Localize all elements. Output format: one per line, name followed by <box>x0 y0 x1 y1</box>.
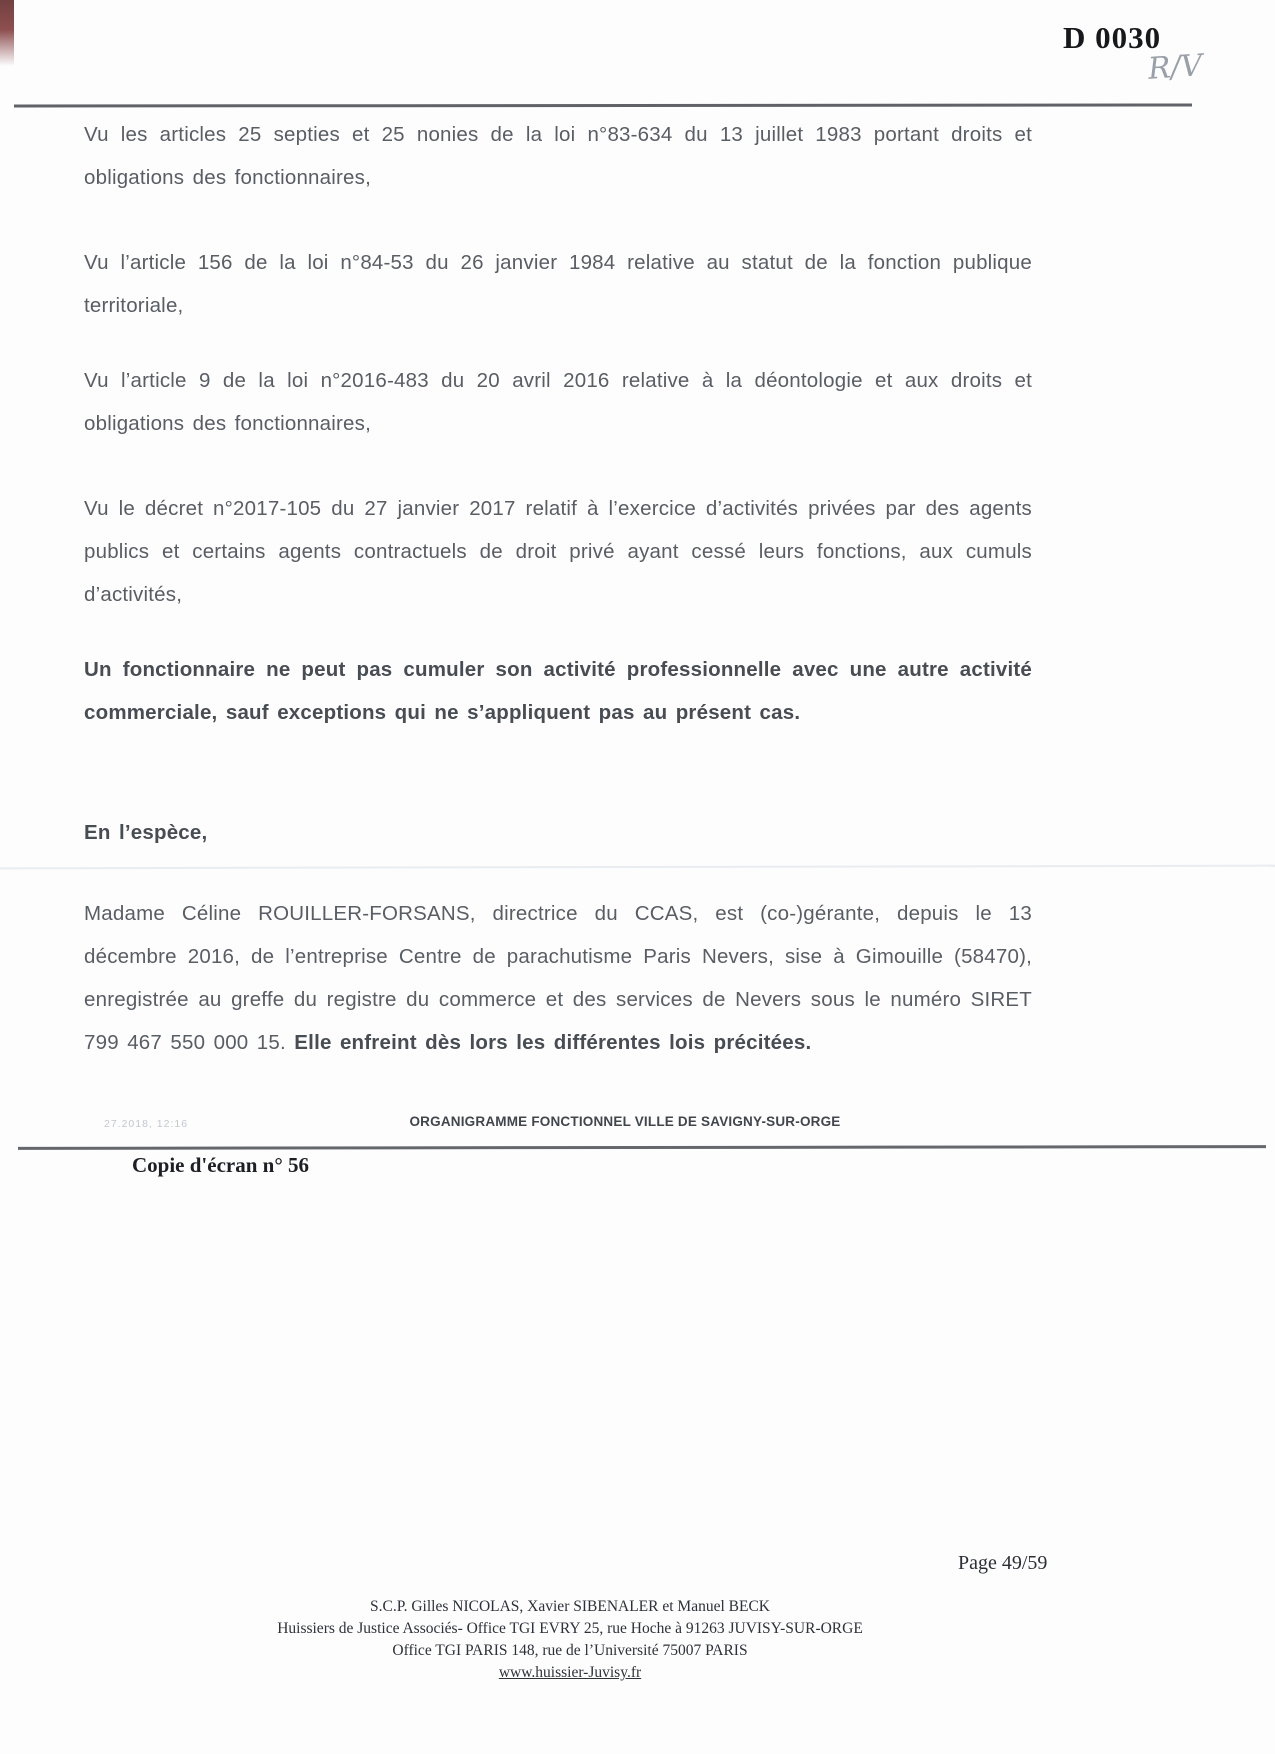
paragraph-case-facts <box>84 892 1032 1064</box>
paragraph-vu-loi-1984: Vu l’article 156 de la loi n°84-53 du 26 janvier 1984 relative au statut de la fonction publique territoriale, <box>84 251 1032 317</box>
paragraph-vu-loi-1983: Vu les articles 25 septies et 25 nonies de la loi n°83-634 du 13 juillet 1983 portant droits et obligations des fonctionnaires, <box>84 123 1032 189</box>
case-facts-text: Madame Céline ROUILLER-FORSANS, directrice du CCAS, est (co-)gérante, depuis le 13 décembre 2016, de l’entreprise Centre de parachutisme Paris Nevers, sise à Gimouille (58470), enregistrée au greffe du registre du commerce et des services de Nevers sous le numéro SIRET 799 467 550 000 15. <box>84 902 1032 1054</box>
page-number: Page 49/59 <box>958 1552 1048 1574</box>
bottom-horizontal-rule <box>18 1145 1266 1150</box>
footer-office-names: S.C.P. Gilles NICOLAS, Xavier SIBENALER et Manuel BECK <box>370 1598 770 1615</box>
bailiff-office-footer <box>0 1596 1140 1684</box>
case-conclusion-text: Elle enfreint dès lors les différentes lois précitées. <box>294 1031 812 1054</box>
handwritten-annotation: R/V <box>1146 48 1204 87</box>
paragraph-vu-decret-2017: Vu le décret n°2017-105 du 27 janvier 2017 relatif à l’exercice d’activités privées par des agents publics et certains agents contractuels de droit privé ayant cessé leurs fonctions, aux cumuls d’activités, <box>84 497 1032 606</box>
footer-website-link: www.huissier-Juvisy.fr <box>498 1664 642 1681</box>
paragraph-principle-statement: Un fonctionnaire ne peut pas cumuler son activité professionnelle avec une autre activité commerciale, sauf exceptions qui ne s’appliquent pas au présent cas. <box>84 658 1032 724</box>
scan-edge-artifact <box>0 0 14 66</box>
paragraph-en-espece: En l’espèce, <box>84 821 208 844</box>
top-horizontal-rule <box>14 103 1192 107</box>
screenshot-timestamp: 27.2018, 12:16 <box>104 1118 189 1130</box>
footer-office-address-paris: Office TGI PARIS 148, rue de l’Université 75007 PARIS <box>392 1642 748 1659</box>
screenshot-caption: Copie d'écran n° 56 <box>132 1153 309 1177</box>
scan-tear-artifact <box>0 865 1275 878</box>
footer-office-address-evry: Huissiers de Justice Associés- Office TGI EVRY 25, rue Hoche à 91263 JUVISY-SUR-ORGE <box>277 1620 863 1637</box>
screenshot-header-title: ORGANIGRAMME FONCTIONNEL VILLE DE SAVIGNY-SUR-ORGE <box>409 1114 841 1129</box>
paragraph-vu-loi-2016: Vu l’article 9 de la loi n°2016-483 du 20 avril 2016 relative à la déontologie et aux droits et obligations des fonctionnaires, <box>84 369 1032 435</box>
exhibit-reference-stamp: D 0030 <box>1063 20 1162 55</box>
